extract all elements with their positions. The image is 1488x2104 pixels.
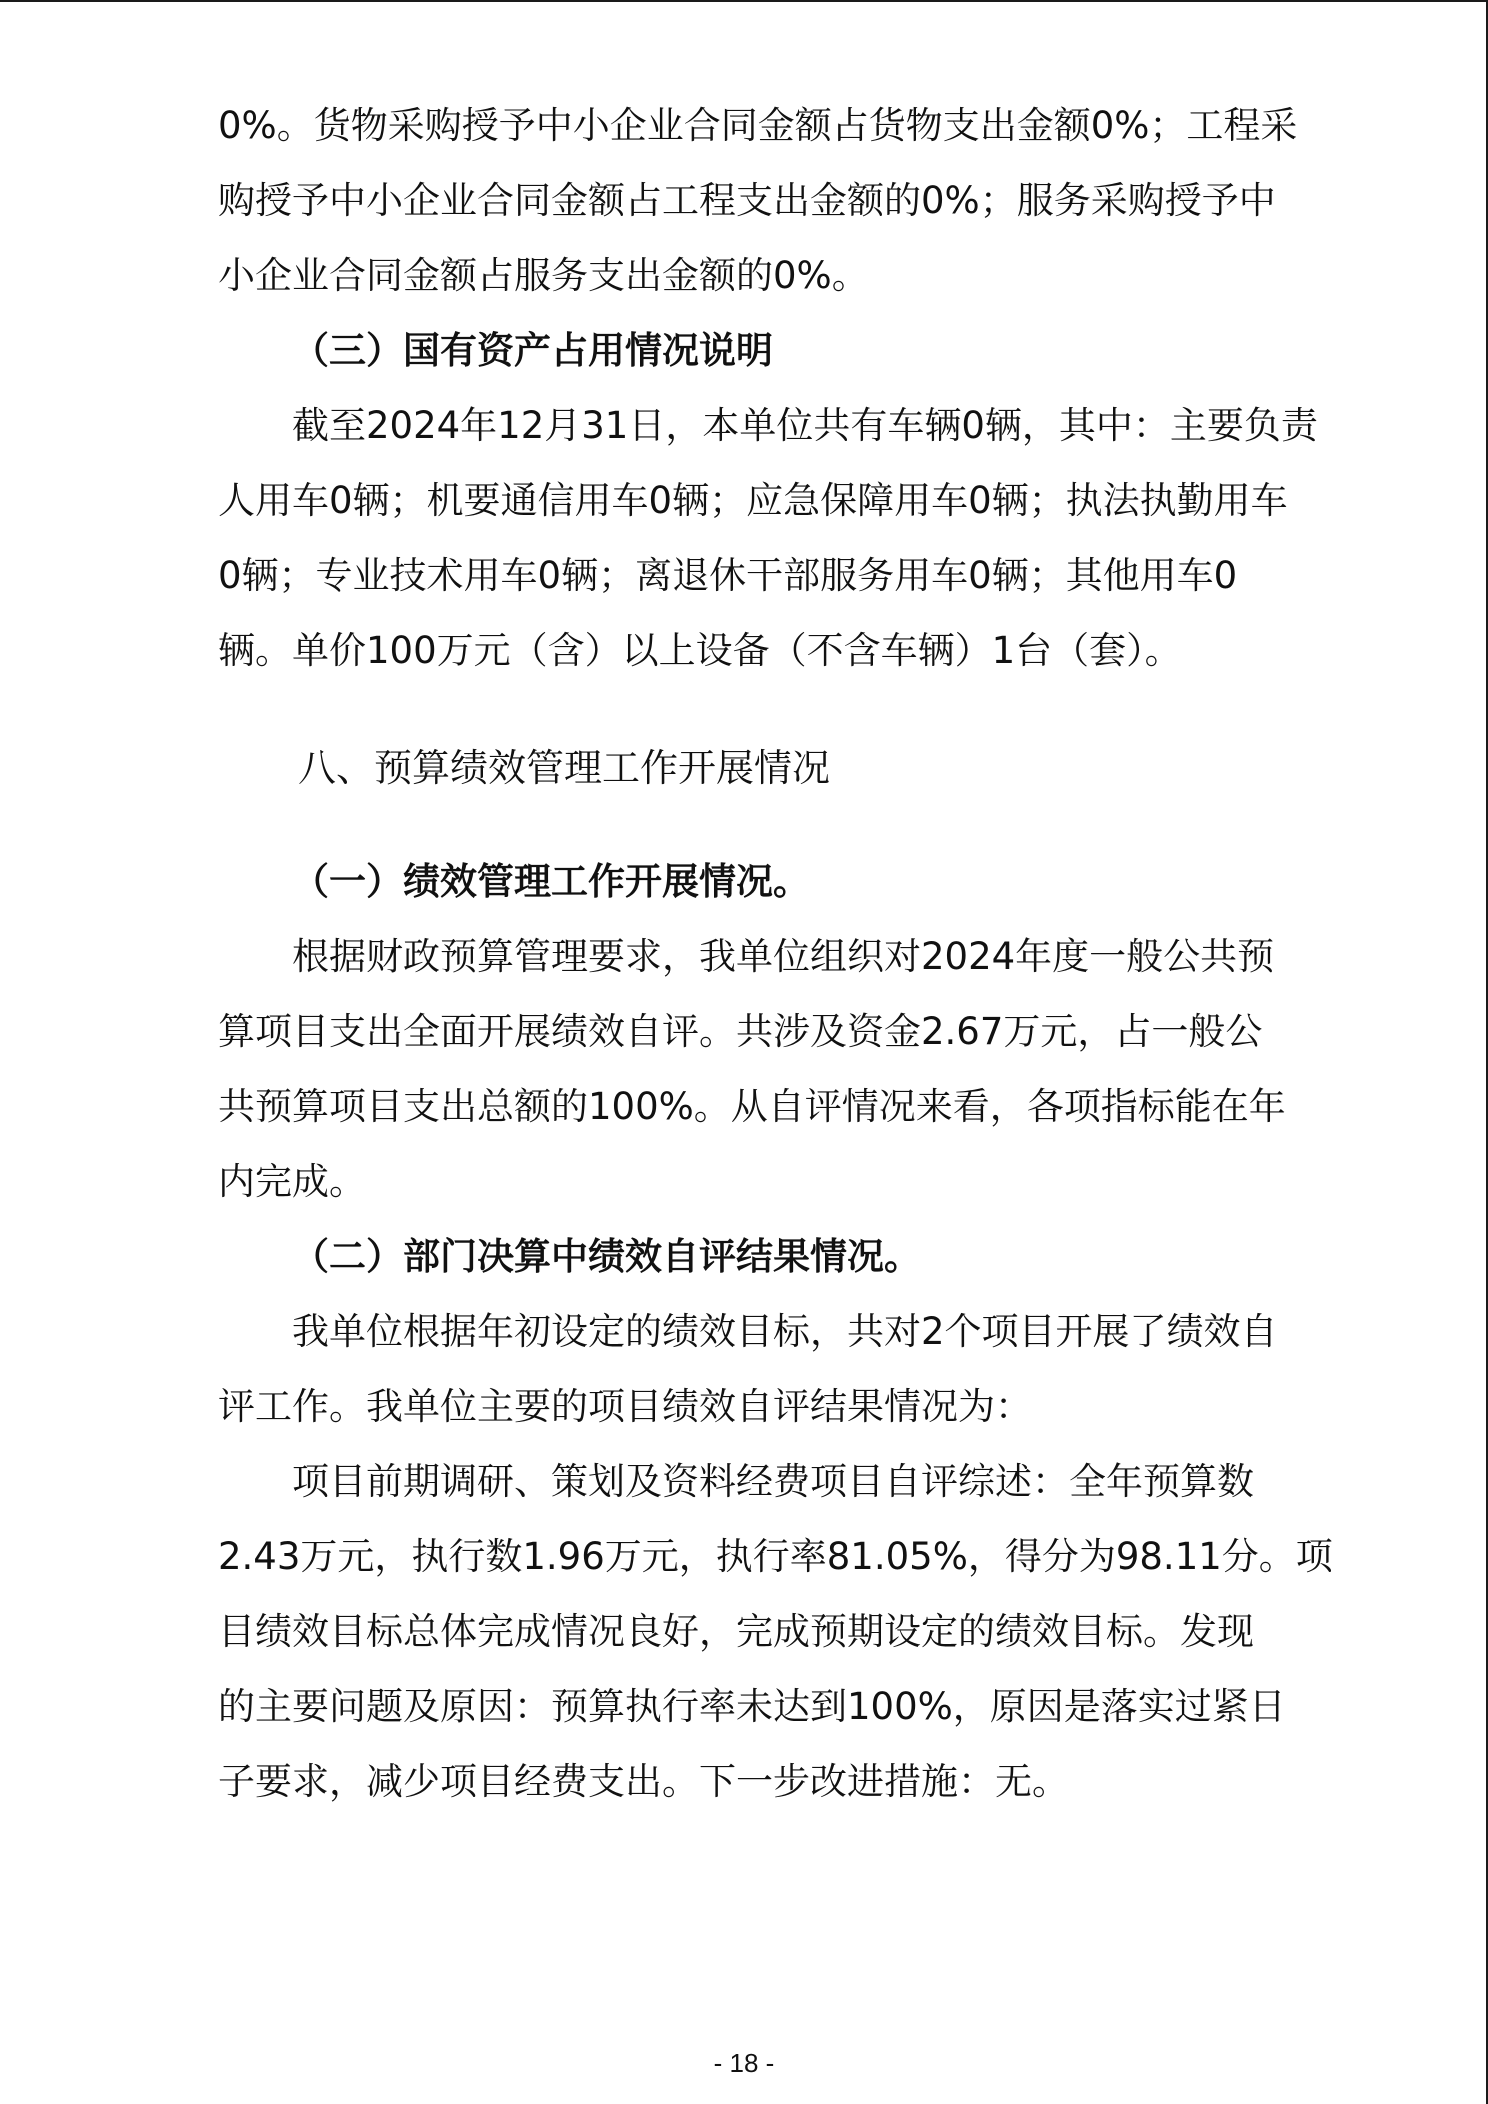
paragraph-line: 子要求，减少项目经费支出。下一步改进措施：无。: [218, 1760, 1069, 1803]
paragraph-line: 购授予中小企业合同金额占工程支出金额的0%；服务采购授予中: [218, 179, 1276, 222]
paragraph-line: 截至2024年12月31日，本单位共有车辆0辆，其中：主要负责: [292, 404, 1318, 447]
paragraph-line: 人用车0辆；机要通信用车0辆；应急保障用车0辆；执法执勤用车: [218, 479, 1288, 522]
paragraph-line: 辆。单价100万元（含）以上设备（不含车辆）1台（套）。: [218, 629, 1182, 672]
sub-heading-state-assets: （三）国有资产占用情况说明: [292, 329, 773, 372]
sub-heading-performance-management: （一）绩效管理工作开展情况。: [292, 860, 810, 903]
paragraph-line: 小企业合同金额占服务支出金额的0%。: [218, 254, 869, 297]
paragraph-line: 我单位根据年初设定的绩效目标，共对2个项目开展了绩效自: [292, 1310, 1278, 1353]
sub-heading-self-evaluation: （二）部门决算中绩效自评结果情况。: [292, 1235, 921, 1278]
paragraph-line: 评工作。我单位主要的项目绩效自评结果情况为：: [218, 1385, 1032, 1428]
paragraph-line: 内完成。: [218, 1160, 366, 1203]
paragraph-line: 算项目支出全面开展绩效自评。共涉及资金2.67万元，占一般公: [218, 1010, 1263, 1053]
page-top-border: [0, 0, 1488, 2]
paragraph-line: 的主要问题及原因：预算执行率未达到100%，原因是落实过紧日: [218, 1685, 1286, 1728]
paragraph-line: 项目前期调研、策划及资料经费项目自评综述：全年预算数: [292, 1460, 1254, 1503]
section-heading-performance: 八、预算绩效管理工作开展情况: [298, 746, 831, 790]
paragraph-line: 共预算项目支出总额的100%。从自评情况来看，各项指标能在年: [218, 1085, 1286, 1128]
paragraph-line: 目绩效目标总体完成情况良好，完成预期设定的绩效目标。发现: [218, 1610, 1254, 1653]
paragraph-line: 根据财政预算管理要求，我单位组织对2024年度一般公共预: [292, 935, 1275, 978]
page-number: - 18 -: [713, 2048, 775, 2078]
paragraph-line: 0%。货物采购授予中小企业合同金额占货物支出金额0%；工程采: [218, 104, 1298, 147]
paragraph-line: 0辆；专业技术用车0辆；离退休干部服务用车0辆；其他用车0: [218, 554, 1238, 597]
paragraph-line: 2.43万元，执行数1.96万元，执行率81.05%，得分为98.11分。项: [218, 1535, 1333, 1578]
